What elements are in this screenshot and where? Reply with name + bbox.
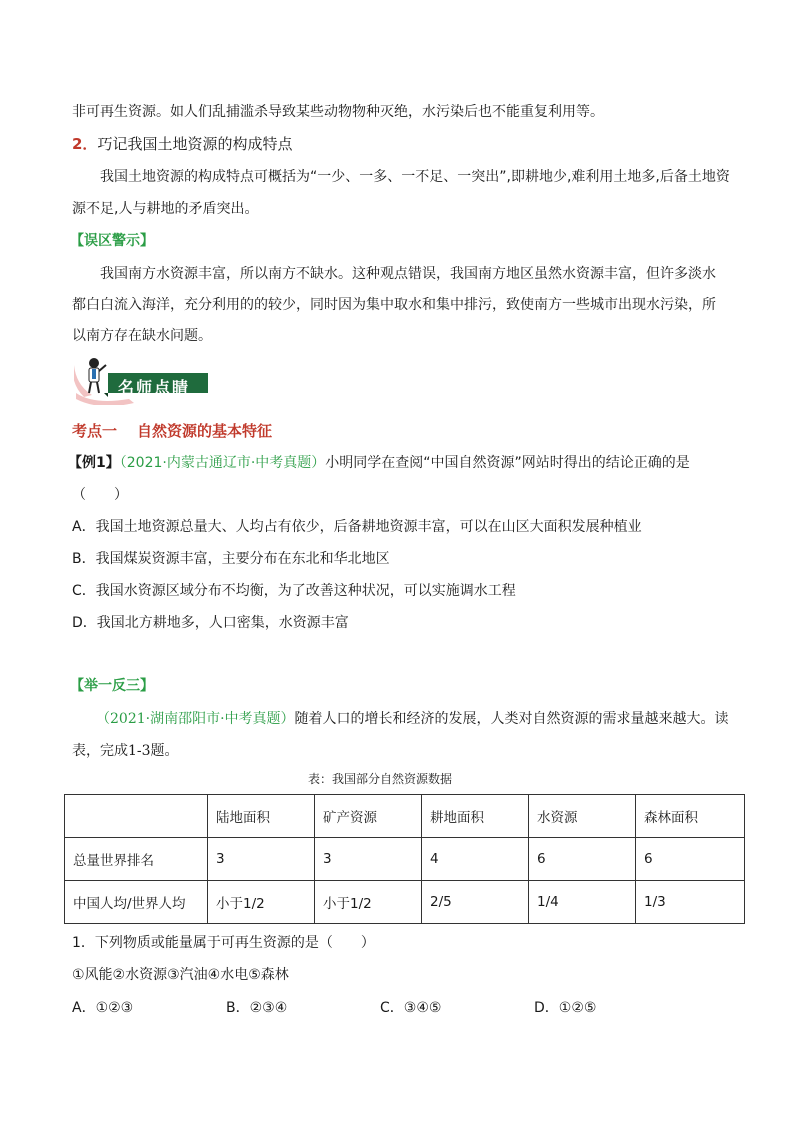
table-header-cell: 矿产资源 xyxy=(315,795,422,838)
practice-intro-text: 随着人口的增长和经济的发展，人类对自然资源的需求量越来越大。读 xyxy=(294,711,729,727)
text-line: 都白白流入海洋，充分利用的的较少，同时因为集中取水和集中排污，致使南方一些城市出现水污染，所 xyxy=(72,297,716,313)
answer-paren: （ ） xyxy=(72,487,128,503)
teacher-tips-badge xyxy=(74,355,214,405)
section-heading-2 xyxy=(72,133,292,154)
heading-text: 巧记我国土地资源的构成特点 xyxy=(97,135,293,153)
q1-option-d: D．①②⑤ xyxy=(534,1000,597,1016)
key-point-title: 自然资源的基本特征 xyxy=(137,422,273,440)
text-line: 我国南方水资源丰富，所以南方不缺水。这种观点错误，我国南方地区虽然水资源丰富，但许多淡水 xyxy=(100,266,716,282)
table-header-cell: 森林面积 xyxy=(636,795,745,838)
q1-option-c: C．③④⑤ xyxy=(380,1000,442,1016)
question-1-stem: 1．下列物质或能量属于可再生资源的是（ ） xyxy=(72,935,375,951)
resource-data-table xyxy=(64,794,745,924)
text-line: 非可再生资源。如人们乱捕滥杀导致某些动物物种灭绝，水污染后也不能重复利用等。 xyxy=(72,104,604,120)
practice-tag: 【举一反三】 xyxy=(70,678,154,694)
option-d: D．我国北方耕地多，人口密集，水资源丰富 xyxy=(72,615,349,631)
heading-number: 2． xyxy=(72,135,98,153)
table-cell: 3 xyxy=(315,838,422,881)
table-cell: 3 xyxy=(208,838,315,881)
table-header-cell xyxy=(65,795,208,838)
table-cell: 1/4 xyxy=(529,881,636,924)
table-cell: 总量世界排名 xyxy=(65,838,208,881)
key-point-heading xyxy=(72,420,272,441)
table-row xyxy=(65,838,745,881)
table-header-cell: 陆地面积 xyxy=(208,795,315,838)
q1-option-a: A．①②③ xyxy=(72,1000,134,1016)
table-header-cell: 耕地面积 xyxy=(422,795,529,838)
text-line: 源不足,人与耕地的矛盾突出。 xyxy=(72,201,259,217)
table-cell: 4 xyxy=(422,838,529,881)
text-line: 我国土地资源的构成特点可概括为“一少、一多、一不足、一突出”,即耕地少,难利用土地多,后备土地资 xyxy=(100,169,730,185)
key-point-label: 考点一 xyxy=(72,422,118,440)
table-caption: 表：我国部分自然资源数据 xyxy=(308,772,453,786)
practice-intro-cont: 表，完成1-3题。 xyxy=(72,743,179,759)
example-text: 小明同学在查阅“中国自然资源”网站时得出的结论正确的是 xyxy=(325,455,690,471)
table-cell: 1/3 xyxy=(636,881,745,924)
table-header-row xyxy=(65,795,745,838)
question-1-items: ①风能②水资源③汽油④水电⑤森林 xyxy=(72,967,289,983)
practice-intro xyxy=(96,708,729,728)
practice-source: （2021·湖南邵阳市·中考真题） xyxy=(96,711,295,727)
option-b: B．我国煤炭资源丰富，主要分布在东北和华北地区 xyxy=(72,551,390,567)
example-source: （2021·内蒙古通辽市·中考真题） xyxy=(119,455,326,471)
table-header-cell: 水资源 xyxy=(529,795,636,838)
option-a: A．我国土地资源总量大、人均占有依少，后备耕地资源丰富，可以在山区大面积发展种植业 xyxy=(72,519,642,535)
example-tag: 【例1】 xyxy=(68,455,120,471)
table-cell: 6 xyxy=(529,838,636,881)
warning-tag: 【误区警示】 xyxy=(70,233,154,249)
table-cell: 2/5 xyxy=(422,881,529,924)
table-row xyxy=(65,881,745,924)
badge-label: 名师点睛 xyxy=(118,378,191,397)
q1-option-b: B．②③④ xyxy=(226,1000,288,1016)
text-line: 以南方存在缺水问题。 xyxy=(72,328,212,344)
option-c: C．我国水资源区域分布不均衡，为了改善这种状况，可以实施调水工程 xyxy=(72,583,516,599)
table-cell: 小于1/2 xyxy=(315,881,422,924)
table-cell: 6 xyxy=(636,838,745,881)
table-cell: 小于1/2 xyxy=(208,881,315,924)
example-question xyxy=(68,452,690,472)
table-cell: 中国人均/世界人均 xyxy=(65,881,208,924)
